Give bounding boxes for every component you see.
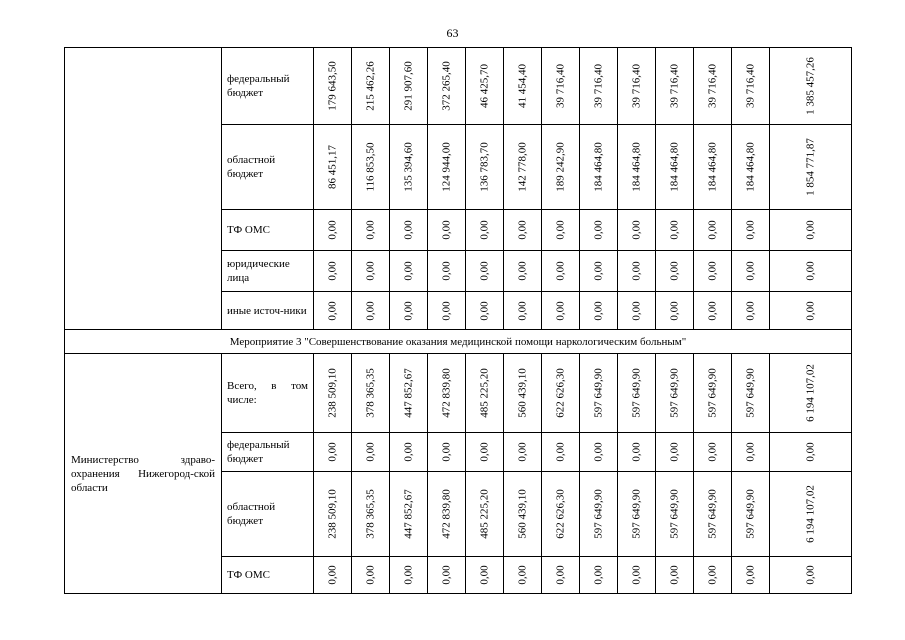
value-text: 0,00 — [326, 220, 338, 240]
source-cell: федеральный бюджет — [222, 433, 314, 472]
value-text: 39 716,40 — [592, 64, 604, 108]
value-text: 184 464,80 — [706, 142, 718, 192]
value-text: 0,00 — [592, 261, 604, 281]
value-cell — [618, 292, 656, 330]
value-text: 0,00 — [630, 220, 642, 240]
value-cell — [428, 354, 466, 433]
value-text: 184 464,80 — [668, 142, 680, 192]
source-cell: иные источ-ники — [222, 292, 314, 330]
value-text: 0,00 — [706, 261, 718, 281]
value-cell — [314, 251, 352, 292]
value-cell — [542, 125, 580, 210]
value-cell — [656, 472, 694, 557]
value-text: 0,00 — [630, 261, 642, 281]
value-text: 0,00 — [516, 442, 528, 462]
value-cell — [428, 292, 466, 330]
value-text: 39 716,40 — [668, 64, 680, 108]
value-cell — [732, 125, 770, 210]
value-text: 597 649,90 — [630, 489, 642, 539]
total-cell — [770, 354, 852, 433]
event-row — [65, 330, 852, 354]
value-cell — [694, 354, 732, 433]
value-text: 597 649,90 — [744, 368, 756, 418]
value-text: 0,00 — [516, 220, 528, 240]
value-cell — [314, 557, 352, 594]
value-cell — [466, 48, 504, 125]
value-cell — [694, 125, 732, 210]
page-number: 63 — [446, 26, 459, 40]
total-text: 0,00 — [804, 300, 816, 321]
value-cell — [314, 472, 352, 557]
value-text: 0,00 — [554, 261, 566, 281]
source-cell: юридические лица — [222, 251, 314, 292]
value-text: 0,00 — [478, 565, 490, 585]
value-cell — [390, 472, 428, 557]
value-cell — [694, 210, 732, 251]
value-cell — [618, 354, 656, 433]
total-text: 6 194 107,02 — [804, 364, 816, 422]
value-cell — [466, 251, 504, 292]
value-cell — [694, 251, 732, 292]
value-cell — [542, 292, 580, 330]
value-cell — [656, 210, 694, 251]
event-title: Мероприятие 3 "Совершенствование оказания медицинской помощи наркологическим больным" — [65, 330, 852, 354]
value-cell — [466, 210, 504, 251]
value-text: 597 649,90 — [706, 489, 718, 539]
value-text: 0,00 — [364, 220, 376, 240]
total-text: 0,00 — [804, 442, 816, 462]
value-text: 86 451,17 — [326, 145, 338, 189]
value-cell — [580, 48, 618, 125]
value-cell — [428, 48, 466, 125]
value-cell — [618, 433, 656, 472]
value-text: 0,00 — [668, 300, 680, 321]
value-cell — [542, 251, 580, 292]
total-text: 1 385 457,26 — [804, 57, 816, 115]
value-cell — [390, 292, 428, 330]
value-text: 597 649,90 — [744, 489, 756, 539]
value-text: 0,00 — [326, 442, 338, 462]
organization-cell-empty — [65, 48, 222, 330]
table-row — [65, 354, 852, 433]
value-cell — [618, 472, 656, 557]
value-cell — [656, 292, 694, 330]
value-text: 0,00 — [402, 261, 414, 281]
value-text: 238 509,10 — [326, 368, 338, 418]
value-text: 0,00 — [706, 565, 718, 585]
value-text: 116 853,50 — [364, 142, 376, 192]
value-text: 184 464,80 — [630, 142, 642, 192]
value-text: 447 852,67 — [402, 489, 414, 539]
value-text: 0,00 — [440, 220, 452, 240]
value-cell — [656, 557, 694, 594]
value-cell — [352, 292, 390, 330]
value-text: 0,00 — [364, 300, 376, 321]
value-text: 372 265,40 — [440, 61, 452, 111]
value-text: 0,00 — [440, 442, 452, 462]
value-text: 0,00 — [478, 442, 490, 462]
value-text: 0,00 — [554, 300, 566, 321]
value-text: 597 649,90 — [668, 489, 680, 539]
value-text: 0,00 — [402, 220, 414, 240]
value-cell — [314, 354, 352, 433]
value-cell — [390, 354, 428, 433]
value-text: 215 462,26 — [364, 61, 376, 111]
value-text: 0,00 — [478, 220, 490, 240]
total-text: 0,00 — [804, 565, 816, 585]
value-text: 0,00 — [592, 300, 604, 321]
value-cell — [504, 210, 542, 251]
value-cell — [580, 433, 618, 472]
total-cell — [770, 210, 852, 251]
source-cell: ТФ ОМС — [222, 557, 314, 594]
source-cell: областной бюджет — [222, 125, 314, 210]
value-text: 622 626,30 — [554, 368, 566, 418]
value-cell — [542, 48, 580, 125]
value-cell — [732, 557, 770, 594]
value-text: 238 509,10 — [326, 489, 338, 539]
value-cell — [732, 472, 770, 557]
total-text: 6 194 107,02 — [804, 485, 816, 543]
value-text: 485 225,20 — [478, 489, 490, 539]
value-text: 135 394,60 — [402, 142, 414, 192]
value-cell — [352, 557, 390, 594]
value-text: 0,00 — [364, 442, 376, 462]
value-text: 142 778,00 — [516, 142, 528, 192]
total-cell — [770, 125, 852, 210]
value-text: 378 365,35 — [364, 368, 376, 418]
table-row — [65, 48, 852, 125]
value-cell — [390, 251, 428, 292]
value-cell — [656, 251, 694, 292]
value-text: 0,00 — [326, 565, 338, 585]
value-text: 0,00 — [744, 565, 756, 585]
value-text: 0,00 — [326, 300, 338, 321]
value-cell — [656, 433, 694, 472]
value-cell — [732, 354, 770, 433]
value-cell — [732, 210, 770, 251]
total-cell — [770, 292, 852, 330]
value-cell — [352, 210, 390, 251]
value-text: 0,00 — [630, 442, 642, 462]
source-cell: ТФ ОМС — [222, 210, 314, 251]
value-text: 0,00 — [630, 300, 642, 321]
total-text: 0,00 — [804, 220, 816, 240]
value-text: 0,00 — [668, 442, 680, 462]
value-cell — [732, 48, 770, 125]
source-cell: Всего, в том числе: — [222, 354, 314, 433]
value-text: 0,00 — [516, 261, 528, 281]
value-cell — [504, 354, 542, 433]
value-text: 0,00 — [744, 261, 756, 281]
value-cell — [504, 433, 542, 472]
value-cell — [656, 125, 694, 210]
value-text: 189 242,90 — [554, 142, 566, 192]
value-cell — [504, 251, 542, 292]
value-text: 0,00 — [402, 442, 414, 462]
value-cell — [352, 433, 390, 472]
value-text: 0,00 — [364, 565, 376, 585]
value-text: 41 454,40 — [516, 64, 528, 108]
value-text: 0,00 — [592, 220, 604, 240]
value-text: 179 643,50 — [326, 61, 338, 111]
value-cell — [428, 433, 466, 472]
value-cell — [428, 125, 466, 210]
value-cell — [352, 354, 390, 433]
value-cell — [314, 292, 352, 330]
value-text: 0,00 — [554, 220, 566, 240]
total-cell — [770, 472, 852, 557]
value-cell — [390, 433, 428, 472]
value-cell — [618, 251, 656, 292]
value-text: 0,00 — [554, 565, 566, 585]
value-text: 39 716,40 — [706, 64, 718, 108]
value-text: 485 225,20 — [478, 368, 490, 418]
value-cell — [732, 251, 770, 292]
value-text: 0,00 — [402, 300, 414, 321]
value-cell — [580, 251, 618, 292]
value-text: 136 783,70 — [478, 142, 490, 192]
value-cell — [580, 292, 618, 330]
value-cell — [504, 48, 542, 125]
value-text: 560 439,10 — [516, 368, 528, 418]
value-cell — [542, 557, 580, 594]
value-text: 0,00 — [592, 442, 604, 462]
value-cell — [390, 210, 428, 251]
value-text: 0,00 — [364, 261, 376, 281]
value-text: 0,00 — [478, 261, 490, 281]
value-cell — [504, 292, 542, 330]
value-cell — [504, 125, 542, 210]
value-cell — [466, 354, 504, 433]
total-cell — [770, 557, 852, 594]
value-text: 597 649,90 — [592, 489, 604, 539]
value-text: 597 649,90 — [706, 368, 718, 418]
value-cell — [390, 125, 428, 210]
value-text: 472 839,80 — [440, 489, 452, 539]
value-text: 0,00 — [554, 442, 566, 462]
value-cell — [580, 472, 618, 557]
value-text: 39 716,40 — [554, 64, 566, 108]
value-cell — [580, 210, 618, 251]
value-text: 622 626,30 — [554, 489, 566, 539]
value-text: 0,00 — [440, 261, 452, 281]
value-text: 0,00 — [706, 442, 718, 462]
value-cell — [314, 433, 352, 472]
value-cell — [618, 125, 656, 210]
value-cell — [352, 472, 390, 557]
value-cell — [314, 210, 352, 251]
value-cell — [694, 48, 732, 125]
value-cell — [580, 557, 618, 594]
value-text: 560 439,10 — [516, 489, 528, 539]
value-cell — [466, 557, 504, 594]
value-text: 378 365,35 — [364, 489, 376, 539]
organization-cell: Министерство здраво-охранения Нижегород-ской области — [65, 354, 222, 594]
value-cell — [314, 125, 352, 210]
value-text: 124 944,00 — [440, 142, 452, 192]
total-text: 1 854 771,87 — [804, 138, 816, 196]
value-cell — [314, 48, 352, 125]
value-text: 0,00 — [402, 565, 414, 585]
value-cell — [352, 48, 390, 125]
value-cell — [618, 210, 656, 251]
value-text: 0,00 — [668, 220, 680, 240]
value-cell — [618, 48, 656, 125]
value-text: 597 649,90 — [668, 368, 680, 418]
value-text: 0,00 — [326, 261, 338, 281]
total-text: 0,00 — [804, 261, 816, 281]
value-cell — [390, 557, 428, 594]
value-cell — [656, 48, 694, 125]
value-cell — [428, 557, 466, 594]
value-cell — [542, 210, 580, 251]
source-cell: федеральный бюджет — [222, 48, 314, 125]
value-cell — [542, 472, 580, 557]
value-cell — [466, 292, 504, 330]
value-cell — [542, 433, 580, 472]
value-cell — [580, 125, 618, 210]
value-text: 291 907,60 — [402, 61, 414, 111]
value-cell — [694, 472, 732, 557]
value-text: 597 649,90 — [630, 368, 642, 418]
value-text: 39 716,40 — [630, 64, 642, 108]
value-cell — [542, 354, 580, 433]
value-cell — [428, 472, 466, 557]
value-cell — [580, 354, 618, 433]
value-cell — [694, 292, 732, 330]
value-text: 0,00 — [592, 565, 604, 585]
value-text: 0,00 — [516, 565, 528, 585]
value-text: 0,00 — [516, 300, 528, 321]
value-text: 0,00 — [668, 261, 680, 281]
value-text: 0,00 — [706, 220, 718, 240]
value-text: 0,00 — [668, 565, 680, 585]
value-cell — [352, 251, 390, 292]
value-cell — [466, 433, 504, 472]
value-cell — [466, 125, 504, 210]
value-cell — [390, 48, 428, 125]
value-text: 39 716,40 — [744, 64, 756, 108]
value-cell — [466, 472, 504, 557]
value-cell — [428, 251, 466, 292]
value-cell — [732, 292, 770, 330]
total-cell — [770, 251, 852, 292]
value-text: 0,00 — [744, 442, 756, 462]
value-cell — [656, 354, 694, 433]
value-text: 184 464,80 — [592, 142, 604, 192]
value-text: 46 425,70 — [478, 64, 490, 108]
value-cell — [352, 125, 390, 210]
value-text: 447 852,67 — [402, 368, 414, 418]
source-cell: областной бюджет — [222, 472, 314, 557]
value-cell — [428, 210, 466, 251]
value-text: 0,00 — [440, 300, 452, 321]
value-text: 0,00 — [478, 300, 490, 321]
value-text: 0,00 — [706, 300, 718, 321]
value-text: 184 464,80 — [744, 142, 756, 192]
value-text: 0,00 — [630, 565, 642, 585]
value-text: 0,00 — [744, 220, 756, 240]
value-cell — [732, 433, 770, 472]
value-cell — [504, 472, 542, 557]
value-cell — [504, 557, 542, 594]
value-text: 0,00 — [440, 565, 452, 585]
value-text: 0,00 — [744, 300, 756, 321]
value-cell — [618, 557, 656, 594]
total-cell — [770, 433, 852, 472]
value-cell — [694, 557, 732, 594]
budget-table — [64, 47, 852, 594]
value-text: 597 649,90 — [592, 368, 604, 418]
value-cell — [694, 433, 732, 472]
total-cell — [770, 48, 852, 125]
value-text: 472 839,80 — [440, 368, 452, 418]
